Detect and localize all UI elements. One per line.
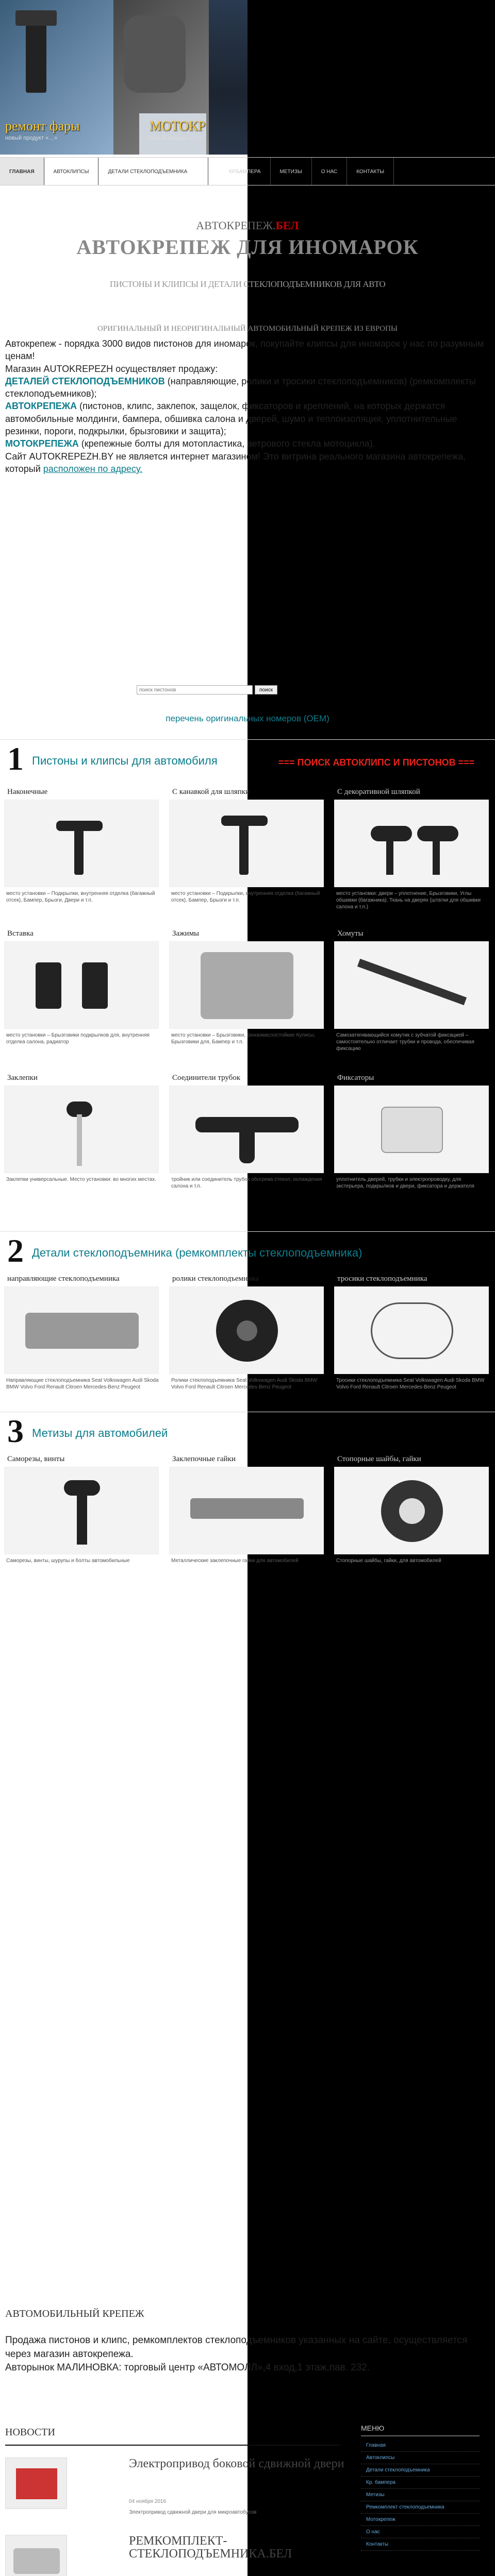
hero-slider[interactable] — [0, 0, 495, 155]
category-description: Направляющие стеклоподъемника Seat Volkswagen Audi Skoda BMW Volvo Ford Renault Citroen Mercedes-Benz Peugeot — [6, 1378, 159, 1390]
brand-title: АВТОКРЕПЕЖ.БЕЛ — [196, 219, 299, 232]
category-description: Металлические заклепочные гайки для автомобилей — [171, 1558, 299, 1564]
section-title: Детали стеклоподъемника (ремкомплекты стеклоподъемника) — [32, 1246, 362, 1259]
category-description: место установки – Подкрылки, внутренняя отделка (багажный отсек), Бампер, Брызги и т.п. — [171, 891, 320, 903]
nav-item-bumper[interactable]: КР.БАМПЕРА — [208, 158, 270, 185]
news-title[interactable]: РЕМКОМПЛЕКТ-СТЕКЛОПОДЪЕМНИКА.БЕЛ — [129, 2534, 292, 2561]
category-description: место установки: двери – уплотнение, Брызговики, Углы обшивки (багажника). Ткань на дверях (штатки для обшивки салона и т.п.) — [336, 891, 481, 910]
category-image[interactable] — [169, 1286, 324, 1374]
category-title: Наконечные — [7, 788, 48, 796]
category-image[interactable] — [4, 1467, 159, 1554]
page-subtitle: ПИСТОНЫ И КЛИПСЫ И ДЕТАЛИ СТЕКЛОПОДЪЕМНИКОВ ДЛЯ АВТО — [109, 279, 386, 289]
category-title: Хомуты — [337, 929, 364, 938]
category-title: Заклепочные гайки — [172, 1455, 236, 1463]
auto-fasteners-text — [5, 2334, 490, 2375]
news-date: 04 ноября 2016 — [129, 2499, 167, 2504]
search-button[interactable]: поиск — [255, 685, 277, 694]
category-image[interactable] — [334, 1286, 489, 1374]
side-menu-heading: МЕНЮ — [361, 2424, 480, 2436]
category-title: Фиксаторы — [337, 1074, 374, 1082]
intro-p5: МОТОКРЕПЕЖА (крепежные болты для мотопластика, ветрового стекла мотоцикла). — [5, 438, 375, 449]
section-title: Метизы для автомобилей — [32, 1427, 168, 1439]
section-window-regulator — [0, 1231, 495, 1267]
intro-text — [5, 337, 492, 475]
address-link[interactable]: расположен по адресу. — [43, 463, 143, 474]
category-card[interactable] — [169, 927, 324, 1045]
bottom-text-p1: Продажа пистонов и клипс, ремкомплектов стеклоподъемников указанных на сайте, осуществляется через магазин автокрепежа. — [5, 2335, 468, 2360]
category-description: Тросики стеклоподъемника Seat Volkswagen Audi Skoda BMW Volvo Ford Renault Citroen Mercedes-Benz Peugeot — [336, 1378, 485, 1390]
nav-item-window-parts[interactable]: ДЕТАЛИ СТЕКЛОПОДЪЕМНИКА — [98, 158, 208, 185]
slide-subcaption-2: новый продукт «…» — [150, 135, 202, 141]
category-image[interactable] — [334, 800, 489, 887]
category-title: Соединители трубок — [172, 1074, 241, 1082]
category-card[interactable] — [169, 1273, 324, 1391]
slide-subcaption: новый продукт «…» — [5, 135, 58, 141]
category-image[interactable] — [4, 941, 159, 1029]
category-card[interactable] — [4, 1273, 159, 1391]
category-card[interactable] — [169, 786, 324, 904]
section-number: 1 — [7, 740, 24, 777]
side-menu-item[interactable]: Кр. бампера — [361, 2477, 480, 2489]
category-title: направляющие стеклоподъемника — [7, 1275, 120, 1283]
page-subtitle-2: ОРИГИНАЛЬНЫЙ И НЕОРИГИНАЛЬНЫЙ АВТОМОБИЛЬНЫЙ КРЕПЕЖ ИЗ ЕВРОПЫ — [97, 325, 398, 333]
category-description: Ролики стеклоподъемника Seat Volkswagen Audi Skoda BMW Volvo Ford Renault Citroen Mercedes-Benz Peugeot — [171, 1378, 318, 1390]
category-image[interactable] — [334, 1086, 489, 1173]
category-image[interactable] — [169, 941, 324, 1029]
auto-fasteners-heading: АВТОМОБИЛЬНЫЙ КРЕПЕЖ — [5, 2308, 144, 2319]
category-image[interactable] — [169, 1467, 324, 1554]
category-card[interactable] — [334, 1453, 489, 1564]
side-menu-item[interactable]: Контакты — [361, 2538, 480, 2551]
category-image[interactable] — [169, 1086, 324, 1173]
side-menu-item[interactable]: Детали стеклоподъемника — [361, 2464, 480, 2477]
category-description: уплотнитель дверей, трубки и электропроводку, для экстерьера, подкрылков и двери, фиксатора и держателя — [336, 1177, 474, 1189]
category-image[interactable] — [169, 800, 324, 887]
side-menu-item[interactable]: Главная — [361, 2439, 480, 2452]
category-card[interactable] — [169, 1453, 324, 1564]
hero-background-right — [248, 0, 495, 155]
category-description: Самозатягивающийся хомутик с зубчатой фиксацией – самостоятельно отличает трубки и провода, обеспечивая фиксацию — [336, 1032, 474, 1052]
side-menu-item[interactable]: Мотокрепеж — [361, 2514, 480, 2526]
category-title: Заклепки — [7, 1074, 38, 1082]
category-card[interactable] — [169, 1072, 324, 1190]
news-thumbnail[interactable] — [5, 2458, 67, 2509]
side-menu-item[interactable]: О нас — [361, 2526, 480, 2538]
category-description: тройник или соединитель трубок обогрева стекол, охлаждения салона и т.п. — [171, 1177, 322, 1189]
category-card[interactable] — [4, 927, 159, 1045]
search-input[interactable] — [137, 685, 253, 694]
section-title: Пистоны и клипсы для автомобиля — [32, 754, 218, 767]
category-title: Саморезы, винты — [7, 1455, 65, 1463]
category-description: Саморезы, винты, шурупы и болты автомобильные — [6, 1558, 130, 1564]
category-card[interactable] — [4, 1453, 159, 1564]
category-card[interactable] — [4, 786, 159, 904]
section-number: 3 — [7, 1413, 24, 1449]
bottom-text-address: Авторынок МАЛИНОВКА: торговый центр «АВТОМОЛЛ»,4 вход,1 этаж,пав. 232. — [5, 2362, 370, 2374]
nav-item-contacts[interactable]: КОНТАКТЫ — [347, 158, 394, 185]
intro-p2: Магазин AUTOKREPEZH осуществляет продажу: — [5, 363, 218, 374]
category-description: Заклепки универсальные. Место установки: во многих местах. — [6, 1177, 156, 1182]
category-description: Стопорные шайбы, гайки, для автомобилей — [336, 1558, 441, 1564]
category-card[interactable] — [334, 927, 489, 1052]
intro-p4: АВТОКРЕПЕЖА (пистонов, клипс, заклепок, защелок, фиксаторов и креплений, на которых держатся автомобильные молдинги, бампера, обшивка салона и дверей, шумо и теплоизоляция, уплотнительные резинки, пороги, подкрылки, брызговики и защита); — [5, 401, 457, 437]
page-title: АВТОКРЕПЕЖ ДЛЯ ИНОМАРОК — [76, 235, 419, 259]
side-menu — [361, 2424, 480, 2551]
section-hardware — [0, 1412, 495, 1448]
side-menu-item[interactable]: Ремкомплект стеклоподъемника — [361, 2501, 480, 2514]
category-card[interactable] — [334, 786, 489, 910]
intro-p3: ДЕТАЛЕЙ СТЕКЛОПОДЪЕМНИКОВ (направляющие, ролики и тросики стеклоподъемников) (ремкомплекты стеклоподъемников); — [5, 376, 476, 399]
category-description: место установки – Подкрылки, внутренняя отделка (багажный отсек), Бампер, Брызги, Двери и т.п. — [6, 891, 155, 903]
slide-caption: ремонт фары — [5, 118, 80, 133]
news-divider — [5, 2445, 340, 2446]
slide-caption-2: МОТОКР — [150, 118, 206, 133]
news-heading: НОВОСТИ — [5, 2427, 55, 2438]
oem-link[interactable]: перечень оригинальных номеров (OEM) — [166, 714, 329, 723]
main-nav — [0, 157, 495, 185]
nav-item-about[interactable]: О НАС — [312, 158, 347, 185]
news-text: Электропривод сдвижной двери для микроавтобусов — [129, 2510, 257, 2515]
nav-item-hardware[interactable]: МЕТИЗЫ — [271, 158, 312, 185]
category-card[interactable] — [334, 1273, 489, 1391]
category-image[interactable] — [334, 1467, 489, 1554]
category-image[interactable] — [334, 941, 489, 1029]
category-description: место установки – Брызговики, Бензомаслостойкие Кулисы, Брызговики для, Бампер и т.п. — [171, 1032, 316, 1045]
nav-item-home[interactable]: ГЛАВНАЯ — [0, 158, 44, 185]
category-image[interactable] — [4, 1286, 159, 1374]
category-title: С декоративной шляпкой — [337, 788, 420, 796]
category-title: Вставка — [7, 929, 34, 938]
category-card[interactable] — [4, 1072, 159, 1183]
intro-p1: Автокрепеж - порядка 3000 видов пистонов для иномарок, покупайте клипсы для иномарок у нас по разумным ценам! — [5, 338, 484, 362]
category-title: Стопорные шайбы, гайки — [337, 1455, 421, 1463]
category-card[interactable] — [334, 1072, 489, 1190]
category-image[interactable] — [4, 1086, 159, 1173]
category-description: место установки – Брызговики подкрылков для, внутренняя отделка салона, радиатор — [6, 1032, 150, 1045]
category-title: Зажимы — [172, 929, 200, 938]
news-title[interactable]: Электропривод боковой сдвижной двери — [129, 2457, 344, 2470]
intro-p6: Сайт AUTOKREPEZH.BY не является интернет магазином! Это витрина реального магазина автокрепежа, который расположен по адресу. — [5, 451, 466, 474]
side-menu-item[interactable]: Автоклипсы — [361, 2452, 480, 2464]
side-menu-item[interactable]: Метизы — [361, 2489, 480, 2501]
search-banner[interactable]: === ПОИСК АВТОКЛИПС И ПИСТОНОВ === — [278, 757, 475, 768]
section-number: 2 — [7, 1232, 24, 1269]
news-thumbnail[interactable] — [5, 2535, 67, 2576]
search-form — [137, 685, 277, 694]
nav-item-autoclips[interactable]: АВТОКЛИПСЫ — [44, 158, 99, 185]
category-title: С канавкой для шляпки — [172, 788, 250, 796]
category-image[interactable] — [4, 800, 159, 887]
category-title: тросики стеклоподъемника — [337, 1275, 427, 1283]
category-title: ролики стеклоподъемника — [172, 1275, 259, 1283]
